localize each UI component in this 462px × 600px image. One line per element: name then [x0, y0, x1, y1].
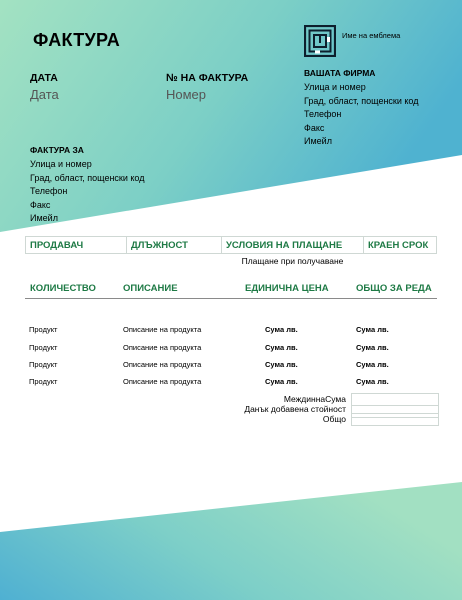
date-label: ДАТА	[30, 72, 58, 84]
item-row	[25, 343, 437, 357]
subtotal-label: МеждиннаСума	[283, 394, 346, 404]
seller-value	[26, 254, 127, 269]
item-quantity: Продукт	[29, 377, 58, 386]
item-description: Описание на продукта	[123, 377, 202, 386]
item-unit-price: Сума лв.	[265, 377, 298, 386]
item-unit-price: Сума лв.	[265, 343, 298, 352]
item-quantity: Продукт	[29, 360, 58, 369]
item-description: Описание на продукта	[123, 343, 202, 352]
description-header: ОПИСАНИЕ	[123, 283, 178, 294]
total-label: Общо	[322, 414, 346, 424]
bill-to-city: Град, област, пощенски код	[30, 172, 145, 183]
vat-label: Данък добавена стойност	[244, 404, 346, 414]
seller-header: ПРОДАВАЧ	[26, 237, 127, 254]
bill-to-street: Улица и номер	[30, 159, 92, 169]
item-row	[25, 325, 437, 339]
item-quantity: Продукт	[29, 325, 58, 334]
bill-to-block	[30, 145, 145, 226]
item-unit-price: Сума лв.	[265, 360, 298, 369]
bill-to-phone: Телефон	[30, 186, 68, 196]
company-city: Град, област, пощенски код	[304, 95, 419, 106]
company-email: Имейл	[304, 136, 332, 146]
item-description: Описание на продукта	[123, 360, 202, 369]
invoice-number-label: № НА ФАКТУРА	[166, 72, 249, 84]
due-date-value	[364, 254, 437, 269]
line-total-header: ОБЩО ЗА РЕДА	[356, 283, 432, 294]
item-quantity: Продукт	[29, 343, 58, 352]
company-phone: Телефон	[304, 109, 342, 119]
company-label: ВАШАТА ФИРМА	[304, 68, 376, 78]
item-line-total: Сума лв.	[356, 325, 389, 334]
date-value: Дата	[30, 87, 59, 102]
position-header: ДЛЪЖНОСТ	[127, 237, 222, 254]
position-value	[127, 254, 222, 269]
invoice-title: ФАКТУРА	[33, 30, 121, 50]
maze-logo-icon	[304, 25, 336, 57]
payment-terms-header: УСЛОВИЯ НА ПЛАЩАНЕ	[222, 237, 364, 254]
payment-terms-value: Плащане при получаване	[241, 256, 344, 266]
unit-price-header: ЕДИНИЧНА ЦЕНА	[245, 283, 329, 294]
bill-to-fax: Факс	[30, 199, 51, 210]
company-fax: Факс	[304, 122, 325, 133]
logo-text: Име на емблема	[342, 31, 401, 40]
quantity-header: КОЛИЧЕСТВО	[30, 283, 96, 294]
item-line-total: Сума лв.	[356, 377, 389, 386]
item-row	[25, 360, 437, 374]
bill-to-email: Имейл	[30, 213, 58, 223]
item-line-total: Сума лв.	[356, 360, 389, 369]
terms-table	[25, 236, 437, 268]
item-row	[25, 377, 437, 391]
due-date-header: КРАЕН СРОК	[364, 237, 437, 254]
invoice-number-value: Номер	[166, 87, 207, 102]
item-description: Описание на продукта	[123, 325, 202, 334]
company-block	[304, 68, 419, 149]
items-header	[25, 280, 437, 299]
company-street: Улица и номер	[304, 82, 366, 92]
bill-to-label: ФАКТУРА ЗА	[30, 145, 84, 155]
total-field[interactable]	[351, 413, 439, 426]
item-unit-price: Сума лв.	[265, 325, 298, 334]
item-line-total: Сума лв.	[356, 343, 389, 352]
